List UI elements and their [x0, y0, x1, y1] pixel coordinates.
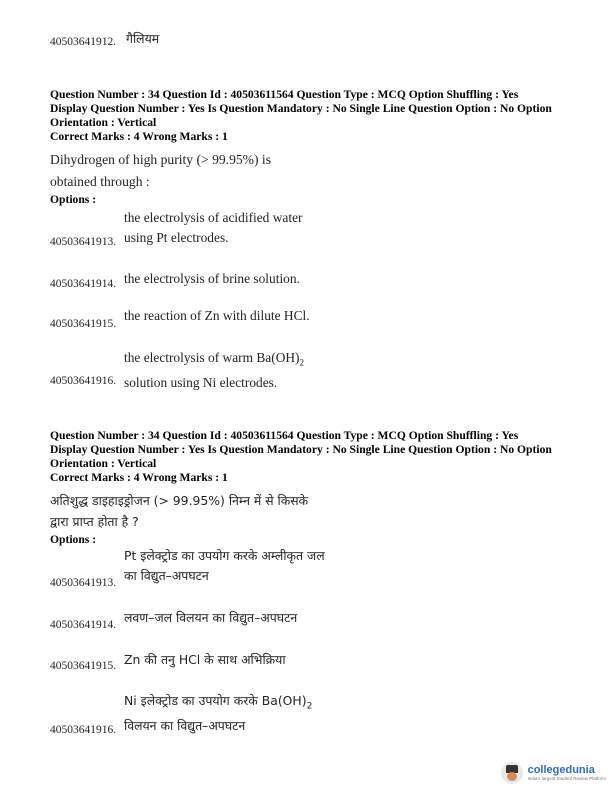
option-line [124, 691, 312, 716]
option-number: 40503641913. [50, 236, 117, 248]
meta-line: Orientation : Vertical [50, 116, 157, 129]
question-text-line: obtained through : [50, 174, 150, 189]
option-number: 40503641916. [50, 724, 117, 736]
question-metadata [50, 88, 580, 144]
option-text: the reaction of Zn with dilute HCl. [124, 308, 310, 323]
logo-tagline: India's largest Student Review Platform [527, 775, 606, 781]
meta-line: Display Question Number : Yes Is Question Mandatory : No Single Line Question Option : No Option [50, 102, 552, 115]
option-text [124, 348, 304, 393]
option-text: गैलियम [126, 31, 160, 46]
option-number: 40503641913. [50, 577, 117, 589]
option-text [124, 546, 325, 586]
option-line-main: the electrolysis of warm Ba(OH) [124, 350, 300, 365]
meta-line: Question Number : 34 Question Id : 40503611564 Question Type : MCQ Option Shuffling : Yes [50, 88, 519, 101]
meta-line: Question Number : 34 Question Id : 40503611564 Question Type : MCQ Option Shuffling : Yes [50, 429, 519, 442]
option-number: 40503641914. [50, 278, 117, 290]
mascot-icon [501, 762, 523, 784]
logo-name: collegedunia [527, 763, 595, 776]
question-text-line: Dihydrogen of high purity (> 99.95%) is [50, 152, 271, 167]
marks-line: Correct Marks : 4 Wrong Marks : 1 [50, 471, 228, 484]
option-text [124, 208, 302, 248]
option-number: 40503641916. [50, 375, 117, 387]
option-line: the electrolysis of acidified water [124, 210, 303, 225]
question-text-line: अतिशुद्ध डाइहाइड्रोजन (> 99.95%) निम्न में से किसके [50, 493, 309, 508]
option-line [124, 348, 304, 373]
collegedunia-logo [501, 762, 606, 784]
option-number: 40503641915. [50, 660, 117, 672]
option-text: Zn की तनु HCl के साथ अभिक्रिया [124, 652, 286, 667]
options-label: Options : [50, 533, 97, 546]
meta-line: Orientation : Vertical [50, 457, 157, 470]
question-metadata [50, 429, 580, 485]
option-text: the electrolysis of brine solution. [124, 271, 300, 286]
question-text [50, 490, 308, 532]
marks-line: Correct Marks : 4 Wrong Marks : 1 [50, 130, 228, 143]
question-text-line: द्वारा प्राप्त होता है ? [50, 514, 139, 529]
option-line-main: Ni इलेक्ट्रोड का उपयोग करके Ba(OH) [124, 693, 307, 708]
subscript: 2 [299, 357, 305, 368]
meta-line: Display Question Number : Yes Is Question Mandatory : No Single Line Question Option : No Option [50, 443, 552, 456]
option-text [124, 691, 312, 736]
option-number: 40503641914. [50, 619, 117, 631]
option-number: 40503641915. [50, 318, 117, 330]
option-line: using Pt electrodes. [124, 230, 229, 245]
subscript: 2 [306, 701, 313, 712]
option-line: विलयन का विद्युत–अपघटन [124, 718, 246, 734]
question-text [50, 149, 271, 193]
logo-text [528, 765, 606, 782]
options-label: Options : [50, 193, 97, 206]
option-line: Pt इलेक्ट्रोड का उपयोग करके अम्लीकृत जल [124, 548, 325, 563]
option-line: solution using Ni electrodes. [124, 374, 278, 390]
option-number: 40503641912. [50, 36, 117, 48]
option-text: लवण–जल विलयन का विद्युत–अपघटन [124, 610, 298, 625]
option-line: का विद्युत–अपघटन [124, 568, 209, 583]
